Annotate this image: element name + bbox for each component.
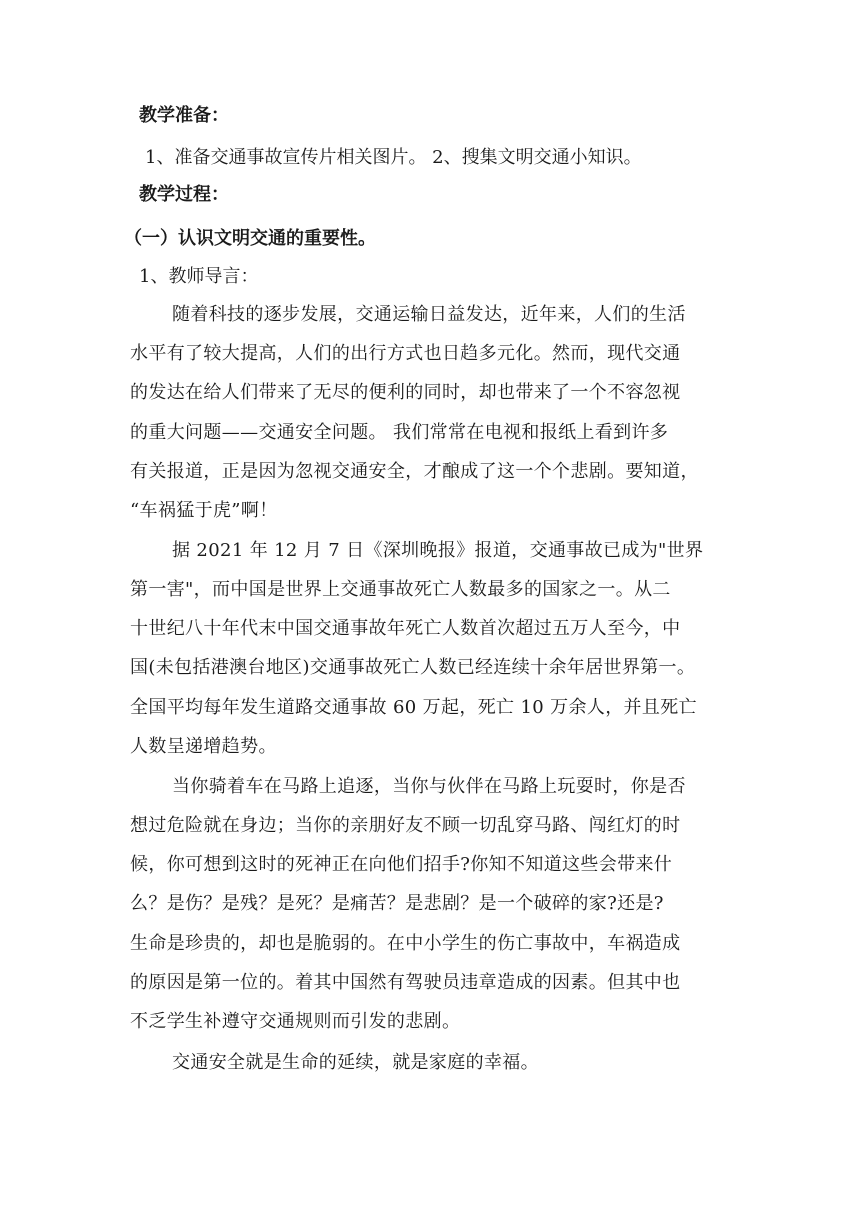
teacher-intro-label: 1、教师导言：: [139, 266, 259, 287]
paragraph-3-line: 的原因是第一位的。着其中国然有驾驶员违章造成的因素。但其中也: [130, 972, 681, 993]
paragraph-1-line: 的发达在给人们带来了无尽的便利的同时，却也带来了一个不容忽视: [130, 382, 681, 403]
paragraph-3-line: 候，你可想到这时的死神正在向他们招手?你知不知道这些会带来什: [130, 854, 673, 875]
preparation-items: 1、准备交通事故宣传片相关图片。 2、搜集文明交通小知识。: [145, 147, 642, 168]
paragraph-2-line: 全国平均每年发生道路交通事故 60 万起，死亡 10 万余人，并且死亡: [130, 697, 697, 718]
paragraph-2-line: 十世纪八十年代末中国交通事故年死亡人数首次超过五万人至今，中: [130, 618, 681, 639]
paragraph-1-line: “车祸猛于虎”啊！: [130, 500, 278, 521]
paragraph-3-line: 么？是伤？是残？是死？是痛苦？是悲剧？是一个破碎的家?还是?: [130, 893, 664, 914]
heading-teaching-preparation: 教学准备：: [139, 105, 229, 126]
paragraph-3-line: 不乏学生补遵守交通规则而引发的悲剧。: [130, 1011, 461, 1032]
paragraph-3-line: 生命是珍贵的，却也是脆弱的。在中小学生的伤亡事故中，车祸造成: [130, 933, 681, 954]
section-title-importance: （一）认识文明交通的重要性。: [124, 228, 376, 249]
paragraph-3-line: 当你骑着车在马路上追逐，当你与伙伴在马路上玩耍时，你是否: [172, 776, 686, 797]
paragraph-2-line: 国(未包括港澳台地区)交通事故死亡人数已经连续十余年居世界第一。: [130, 657, 696, 678]
paragraph-1-line: 有关报道，正是因为忽视交通安全，才酿成了这一个个悲剧。要知道，: [130, 461, 699, 482]
paragraph-2-line: 第一害"，而中国是世界上交通事故死亡人数最多的国家之一。从二: [130, 579, 671, 600]
paragraph-4: 交通安全就是生命的延续，就是家庭的幸福。: [172, 1052, 539, 1073]
paragraph-2-line: 人数呈递增趋势。: [130, 736, 277, 757]
paragraph-1-line: 水平有了较大提高，人们的出行方式也日趋多元化。然而，现代交通: [130, 343, 681, 364]
paragraph-2-line: 据 2021 年 12 月 7 日《深圳晚报》报道，交通事故已成为"世界: [172, 540, 704, 561]
paragraph-3-line: 想过危险就在身边；当你的亲朋好友不顾一切乱穿马路、闯红灯的时: [130, 815, 681, 836]
paragraph-1-line: 随着科技的逐步发展，交通运输日益发达，近年来，人们的生活: [172, 304, 686, 325]
heading-teaching-process: 教学过程：: [139, 184, 229, 205]
paragraph-1-line: 的重大问题——交通安全问题。 我们常常在电视和报纸上看到许多: [130, 422, 669, 443]
